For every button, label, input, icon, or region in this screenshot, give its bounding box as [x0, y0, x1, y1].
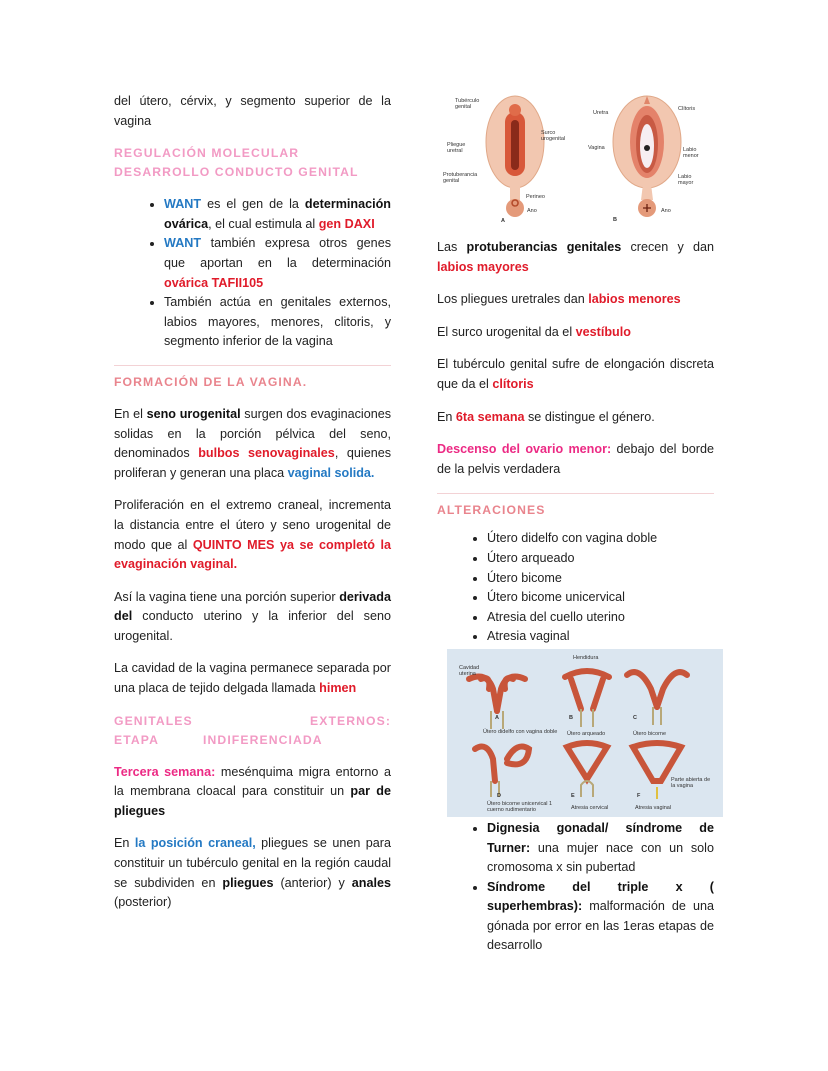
right-p4	[437, 355, 714, 394]
label-ano-b: Ano	[661, 208, 671, 214]
label-panel-c: C	[633, 714, 637, 721]
right-p3	[437, 323, 714, 343]
label-panel-d: D	[497, 792, 501, 799]
label-uretra: Uretra	[593, 110, 609, 116]
alteraciones-list	[437, 529, 714, 647]
text: (anterior) y	[273, 875, 352, 890]
text: es el gen de la	[201, 197, 305, 212]
highlighted-text: determinación ovárica	[164, 197, 391, 231]
caption-f: Atresia vaginal	[635, 804, 672, 811]
list-item: • Útero bicome	[487, 569, 714, 589]
intro-text: del útero, cérvix, y segmento superior de la vagina	[114, 94, 391, 128]
caption-e: Atresia cervical	[571, 804, 609, 811]
text: surgen dos evaginaciones solidas en la porción pélvica del seno, denominados	[114, 406, 391, 461]
text: se distingue el género.	[524, 409, 655, 424]
highlighted-text: labios mayores	[437, 259, 529, 274]
label-pliegue: Pliegue uretral	[447, 142, 466, 154]
text: Los pliegues uretrales dan	[437, 292, 589, 307]
text: pliegues se unen para constituir un tubérculo genital en la región caudal se subdividen en	[114, 836, 392, 890]
highlighted-text: la posición craneal,	[134, 836, 256, 851]
formacion-p1	[114, 405, 391, 483]
list-item	[164, 195, 391, 234]
list-item: • Útero bicome unicervical	[487, 588, 714, 608]
text: En	[114, 836, 135, 851]
label-perineo: Perineo	[526, 194, 545, 200]
list-item: • Atresia vaginal	[487, 627, 714, 647]
highlighted-text: Síndrome del triple x ( superhembras):	[487, 879, 714, 914]
list-item: • Útero arqueado	[487, 549, 714, 569]
label-panel-a: A	[495, 714, 499, 721]
label-labio-menor: Labio menor	[683, 147, 699, 159]
label-cavidad: Cavidad uterina	[459, 664, 480, 677]
highlighted-text: ovárica TAFII105	[164, 275, 264, 290]
heading-genitales: GENITALES EXTERNOS: ETAPA INDIFERENCIADA	[114, 713, 391, 747]
label-surco: Surco urogenital	[541, 130, 566, 142]
left-column	[114, 92, 391, 926]
right-p2	[437, 290, 714, 310]
highlighted-text: pliegues	[222, 875, 274, 890]
highlighted-text: Descenso del ovario menor:	[437, 442, 612, 457]
highlighted-text: vaginal solida.	[287, 465, 375, 480]
heading-regulacion: REGULACIÓN MOLECULAR DESARROLLO CONDUCTO GENITAL	[114, 146, 359, 180]
text: El surco urogenital da el	[437, 324, 576, 339]
text: , el cual estimula al	[208, 216, 319, 231]
caption-a: Útero didelfo con vagina doble	[483, 728, 558, 735]
label-b: B	[613, 217, 617, 223]
heading-formacion: FORMACIÓN DE LA VAGINA.	[114, 374, 308, 389]
text: crecen y dan	[621, 240, 715, 254]
genitalia-illustration	[433, 90, 719, 230]
right-column	[437, 92, 714, 969]
highlighted-text: gen DAXI	[318, 216, 375, 231]
text: también expresa otros genes que aportan en la determinación	[164, 236, 391, 270]
right-p5	[437, 408, 714, 428]
highlighted-text: QUINTO MES ya se completó la evaginación vaginal.	[114, 537, 391, 572]
label-parte-abierta: Parte abierta de la vagina	[671, 776, 711, 789]
list-item: • Útero didelfo con vagina doble	[487, 529, 714, 549]
list-item	[487, 878, 714, 956]
divider	[437, 493, 714, 494]
text: Las	[437, 240, 467, 254]
highlighted-text: himen	[319, 681, 357, 696]
genitales-p1	[114, 763, 391, 822]
highlighted-text: Dignesia gonadal/ síndrome de Turner:	[487, 820, 714, 855]
text: Así la vagina tiene una porción superior	[114, 589, 340, 604]
external-genitalia-figure	[433, 90, 719, 230]
highlighted-text: labios menores	[588, 292, 681, 307]
text: , quienes proliferan y generan una placa	[114, 446, 391, 480]
label-labio-mayor: Labio mayor	[678, 174, 694, 186]
caption-c: Útero bicorne	[633, 730, 667, 737]
text: El tubérculo genital sufre de elongación discreta que da el	[437, 357, 714, 391]
right-p6	[437, 440, 714, 479]
label-ano-a: Ano	[527, 208, 537, 214]
label-vagina: Vagina	[588, 145, 605, 151]
highlighted-text: anales	[351, 875, 391, 890]
highlighted-text: derivada del	[114, 589, 391, 624]
highlighted-text: WANT	[164, 236, 202, 251]
highlighted-text: protuberancias genitales	[466, 240, 622, 254]
uterus-anomalies-figure	[447, 649, 723, 817]
text: una mujer nace con un solo cromosoma x sin pubertad	[487, 840, 714, 875]
label-a: A	[501, 218, 505, 224]
genitales-p2	[114, 834, 391, 912]
text: conducto uterino y la inferior del seno urogenital.	[114, 609, 391, 643]
caption-d: Útero bicorne unicervical 1 cuerno rudimentario	[487, 800, 553, 813]
text: En el	[114, 406, 147, 421]
highlighted-text: 6ta semana	[455, 409, 525, 424]
highlighted-text: par de pliegues	[114, 784, 391, 818]
text: (posterior)	[114, 895, 172, 910]
text: La cavidad de la vagina permanece separada por una placa de tejido delgada llamada	[114, 661, 391, 696]
label-protuberancia: Protuberancia genital	[443, 172, 478, 184]
list-item	[164, 234, 391, 293]
text: Proliferación en el extremo craneal, incrementa la distancia entre el útero y seno urogenital de modo que al	[114, 498, 391, 552]
list-item: • Atresia del cuello uterino	[487, 608, 714, 628]
formacion-p2	[114, 496, 391, 574]
highlighted-text: bulbos senovaginales	[198, 446, 335, 461]
list-item	[164, 293, 391, 352]
heading-alteraciones: ALTERACIONES	[437, 503, 546, 518]
formacion-p4	[114, 659, 391, 698]
highlighted-text: Tercera semana:	[114, 764, 216, 779]
label-panel-e: E	[571, 792, 575, 799]
list-item	[487, 819, 714, 878]
regulacion-list	[114, 195, 391, 352]
highlighted-text: WANT	[164, 197, 202, 212]
label-tuberculo: Tubérculo genital	[455, 98, 480, 110]
caption-b: Útero arqueado	[567, 730, 606, 737]
syndromes-list	[437, 819, 714, 956]
right-p1	[437, 238, 714, 277]
text: debajo del borde de la pelvis verdadera	[437, 442, 714, 476]
text: mesénquima migra entorno a la membrana cloacal para constituir un	[114, 764, 391, 799]
label-hendidura: Hendidura	[573, 654, 599, 661]
label-panel-f: F	[637, 792, 641, 799]
text: malformación de una gónada por error en las 1eras etapas de desarrollo	[487, 899, 714, 953]
text: En	[437, 409, 456, 424]
label-clitoris: Clítoris	[678, 106, 696, 112]
highlighted-text: clítoris	[492, 376, 534, 391]
label-panel-b: B	[569, 714, 573, 721]
text: También actúa en genitales externos, labios mayores, menores, clitoris, y segmento inferior de la vagina	[164, 295, 391, 349]
formacion-p3	[114, 588, 391, 647]
divider	[114, 365, 391, 366]
highlighted-text: seno urogenital	[146, 406, 241, 421]
highlighted-text: vestíbulo	[575, 324, 631, 339]
